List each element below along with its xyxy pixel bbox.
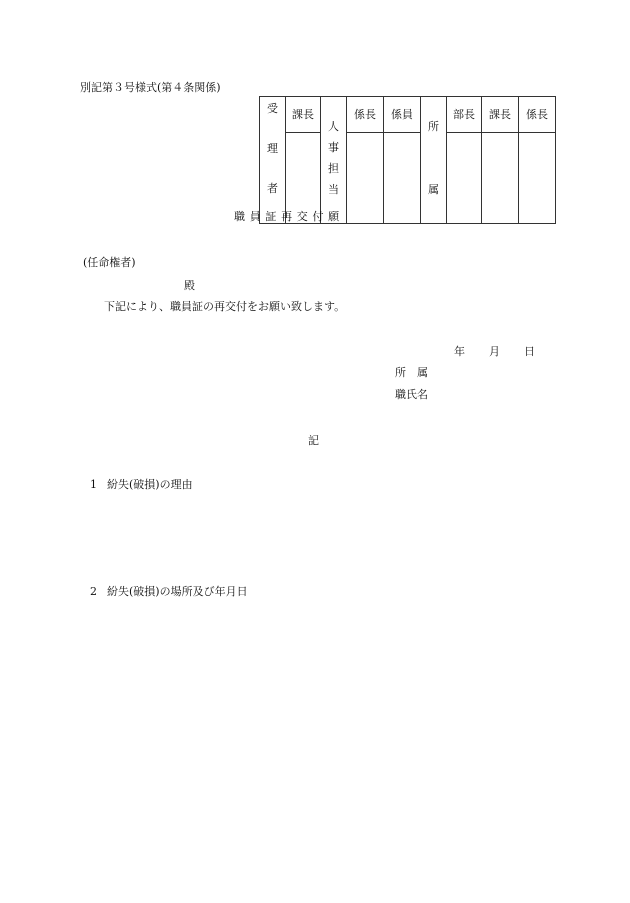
department-label-cell <box>421 97 447 224</box>
personnel-label-cell <box>321 97 347 224</box>
personnel-char: 人 <box>328 120 339 133</box>
stamp-box[interactable] <box>447 132 482 223</box>
honorific: 殿 <box>184 279 195 292</box>
personnel-chief-header: 係長 <box>347 97 384 133</box>
item-text-reason: 紛失(破損)の理由 <box>107 478 193 491</box>
stamp-box[interactable] <box>347 132 384 223</box>
request-text: 下記により、職員証の再交付をお願い致します。 <box>104 300 346 313</box>
department-char: 所 <box>428 120 439 133</box>
stamp-box[interactable] <box>519 132 556 223</box>
date-month-label: 月 <box>489 345 500 358</box>
addressee-label: (任命権者) <box>83 256 136 269</box>
personnel-char: 当 <box>328 183 339 196</box>
name-label: 職氏名 <box>395 388 428 401</box>
date-year-label: 年 <box>454 345 465 358</box>
department-chief-header: 係長 <box>519 97 556 133</box>
receiver-char: 受 <box>267 102 278 115</box>
stamp-box[interactable] <box>482 132 519 223</box>
department-char: 属 <box>428 183 439 196</box>
approval-stamp-table <box>259 96 556 224</box>
department-director-header: 部長 <box>447 97 482 133</box>
personnel-char: 事 <box>328 141 339 154</box>
document-title: 職 員 証 再 交 付 願 <box>234 210 340 223</box>
department-section-chief-header: 課長 <box>482 97 519 133</box>
item-number: 2 <box>90 585 97 598</box>
item-number: 1 <box>90 478 97 491</box>
form-label: 別記第３号様式(第４条関係) <box>80 81 221 94</box>
receiver-char: 者 <box>267 182 278 195</box>
ki-heading: 記 <box>308 434 319 447</box>
item-text-place-date: 紛失(破損)の場所及び年月日 <box>107 585 248 598</box>
date-day-label: 日 <box>524 345 535 358</box>
receiver-label-cell <box>260 97 286 224</box>
receiver-char: 理 <box>267 142 278 155</box>
receiver-section-chief-header: 課長 <box>286 97 321 133</box>
stamp-box[interactable] <box>384 132 421 223</box>
department-label: 所 属 <box>395 366 428 379</box>
personnel-char: 担 <box>328 162 339 175</box>
personnel-staff-header: 係員 <box>384 97 421 133</box>
